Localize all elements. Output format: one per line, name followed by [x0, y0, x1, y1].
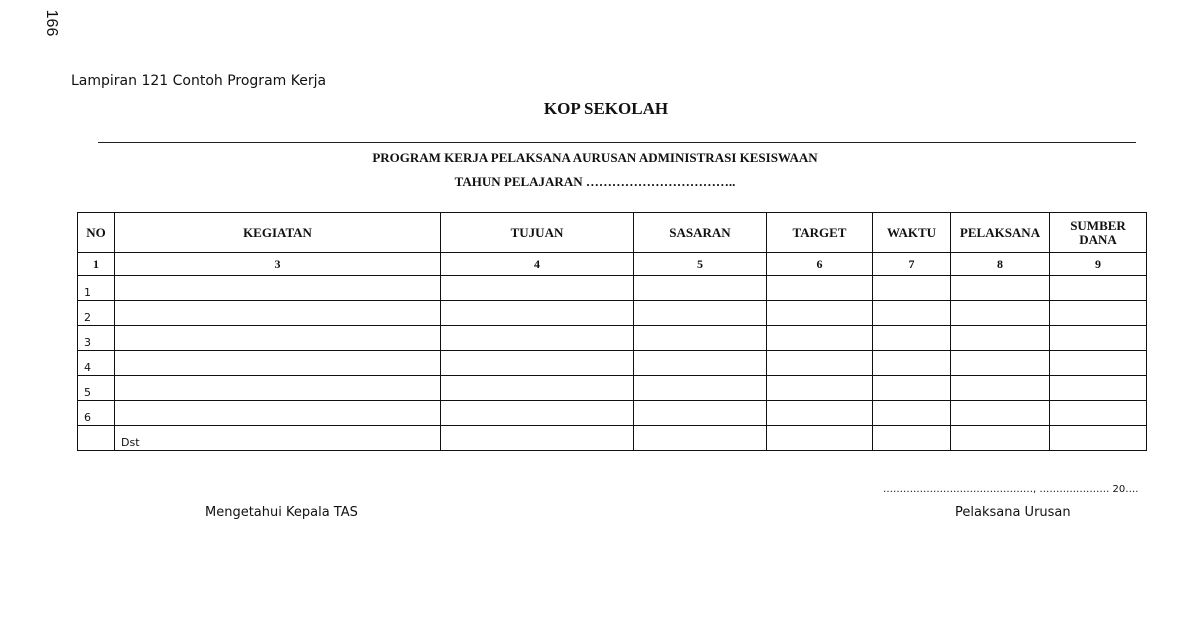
target-cell — [767, 376, 873, 401]
sumber-dana-cell — [1050, 326, 1147, 351]
header-sasaran: SASARAN — [634, 213, 767, 253]
waktu-cell — [873, 351, 951, 376]
letterhead-divider — [98, 142, 1136, 143]
kegiatan-cell — [115, 351, 441, 376]
column-number: 4 — [441, 253, 634, 276]
sumber-dana-cell — [1050, 426, 1147, 451]
target-cell — [767, 401, 873, 426]
waktu-cell — [873, 426, 951, 451]
page-number: 166 — [43, 9, 60, 37]
kegiatan-cell — [115, 376, 441, 401]
waktu-cell — [873, 276, 951, 301]
row-number: 3 — [78, 326, 115, 351]
tujuan-cell — [441, 301, 634, 326]
sasaran-cell — [634, 426, 767, 451]
waktu-cell — [873, 326, 951, 351]
tujuan-cell — [441, 401, 634, 426]
header-no: NO — [78, 213, 115, 253]
sumber-dana-cell — [1050, 301, 1147, 326]
target-cell — [767, 326, 873, 351]
column-number: 7 — [873, 253, 951, 276]
column-number-row — [78, 253, 1147, 276]
sumber-dana-cell — [1050, 276, 1147, 301]
tujuan-cell — [441, 376, 634, 401]
academic-year-line: TAHUN PELAJARAN …………………………….. — [454, 174, 736, 189]
tujuan-cell — [441, 276, 634, 301]
pelaksana-cell — [951, 276, 1050, 301]
target-cell — [767, 426, 873, 451]
tujuan-cell — [441, 351, 634, 376]
header-sumber-dana: SUMBER DANA — [1050, 213, 1147, 253]
target-cell — [767, 351, 873, 376]
kegiatan-cell — [115, 401, 441, 426]
column-number: 5 — [634, 253, 767, 276]
header-tujuan: TUJUAN — [441, 213, 634, 253]
table-header-row — [78, 213, 1147, 253]
row-number: 4 — [78, 351, 115, 376]
sasaran-cell — [634, 376, 767, 401]
pelaksana-cell — [951, 376, 1050, 401]
sumber-dana-cell — [1050, 376, 1147, 401]
waktu-cell — [873, 301, 951, 326]
column-number: 8 — [951, 253, 1050, 276]
pelaksana-cell — [951, 351, 1050, 376]
sumber-dana-cell — [1050, 351, 1147, 376]
header-kegiatan: KEGIATAN — [115, 213, 441, 253]
place-date-line: ………………………………………, ………………… 20…. — [883, 484, 1139, 495]
column-number: 3 — [115, 253, 441, 276]
sasaran-cell — [634, 326, 767, 351]
sasaran-cell — [634, 351, 767, 376]
waktu-cell — [873, 401, 951, 426]
header-target: TARGET — [767, 213, 873, 253]
row-number: 6 — [78, 401, 115, 426]
table-row — [78, 301, 1147, 326]
kegiatan-cell — [115, 326, 441, 351]
table-row — [78, 326, 1147, 351]
kegiatan-cell — [115, 301, 441, 326]
row-number: 2 — [78, 301, 115, 326]
table-row — [78, 276, 1147, 301]
row-number — [78, 426, 115, 451]
sasaran-cell — [634, 401, 767, 426]
header-pelaksana: PELAKSANA — [951, 213, 1050, 253]
sasaran-cell — [634, 301, 767, 326]
acknowledgement-signature-label: Mengetahui Kepala TAS — [205, 505, 358, 520]
pelaksana-cell — [951, 426, 1050, 451]
tujuan-cell — [441, 426, 634, 451]
pelaksana-cell — [951, 326, 1050, 351]
sumber-dana-cell — [1050, 401, 1147, 426]
column-number: 9 — [1050, 253, 1147, 276]
row-number: 5 — [78, 376, 115, 401]
kegiatan-cell: Dst — [115, 426, 441, 451]
table-row — [78, 401, 1147, 426]
column-number: 1 — [78, 253, 115, 276]
executor-signature-label: Pelaksana Urusan — [955, 505, 1071, 520]
row-number: 1 — [78, 276, 115, 301]
letterhead-title: KOP SEKOLAH — [543, 99, 669, 118]
sasaran-cell — [634, 276, 767, 301]
column-number: 6 — [767, 253, 873, 276]
pelaksana-cell — [951, 301, 1050, 326]
tujuan-cell — [441, 326, 634, 351]
target-cell — [767, 276, 873, 301]
target-cell — [767, 301, 873, 326]
table-row — [78, 376, 1147, 401]
program-table — [77, 212, 1147, 451]
waktu-cell — [873, 376, 951, 401]
pelaksana-cell — [951, 401, 1050, 426]
table-row — [78, 351, 1147, 376]
appendix-label: Lampiran 121 Contoh Program Kerja — [71, 73, 327, 89]
document-title: PROGRAM KERJA PELAKSANA AURUSAN ADMINISTRASI KESISWAAN — [372, 150, 818, 165]
header-waktu: WAKTU — [873, 213, 951, 253]
table-row — [78, 426, 1147, 451]
kegiatan-cell — [115, 276, 441, 301]
